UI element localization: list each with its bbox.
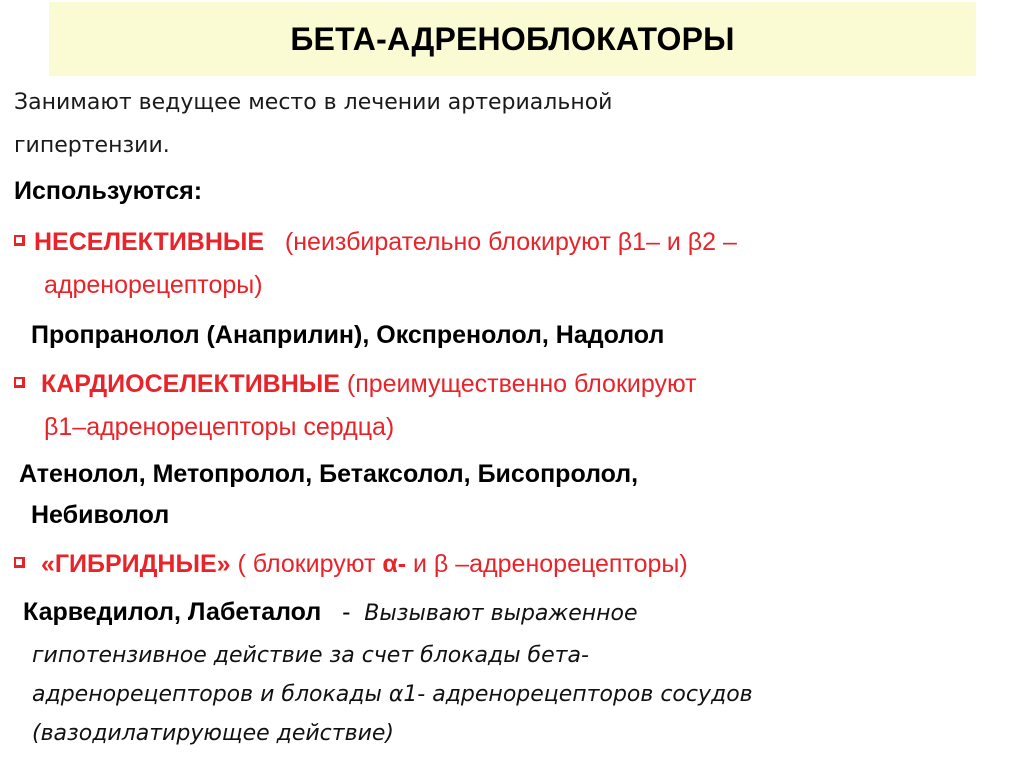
group-description-cont: адренорецепторы) — [44, 271, 263, 299]
group-description: (неизбирательно блокируют β1– и β2 – — [284, 228, 737, 256]
checkbox-bullet-icon — [14, 235, 25, 246]
group-drugs-line — [23, 597, 638, 629]
checkbox-bullet-icon — [14, 377, 25, 388]
group-nonselective-heading — [34, 227, 737, 257]
intro-line-2: гипертензии. — [14, 133, 170, 158]
group-name: «ГИБРИДНЫЕ» — [40, 550, 231, 578]
group-drugs-cont: Небиволол — [31, 501, 170, 529]
group-drugs: Атенолол, Метопролол, Бетаксолол, Бисопролол, — [19, 460, 639, 488]
group-cardioselective-heading — [34, 369, 697, 399]
group-name: НЕСЕЛЕКТИВНЫЕ — [34, 228, 265, 256]
group-hybrid-heading — [34, 549, 688, 579]
group-name: КАРДИОСЕЛЕКТИВНЫЕ — [40, 370, 340, 398]
group-description-cont: β1–адренорецепторы сердца) — [44, 413, 395, 441]
group-note-cont: гипотензивное действие за счет блокады бета- — [32, 643, 589, 668]
group-drugs: Карведилол, Лабеталол — [23, 598, 322, 626]
group-description-rest: и β –адренорецепторы) — [413, 550, 688, 578]
intro-line-1: Занимают ведущее место в лечении артериальной — [14, 90, 613, 115]
group-description: (преимущественно блокируют — [346, 370, 697, 398]
alpha-symbol: α- — [382, 550, 407, 578]
dash: - — [342, 598, 351, 626]
used-label: Используются: — [14, 177, 203, 205]
group-note: Вызывают выраженное — [364, 601, 638, 626]
group-note-cont: адренорецепторов и блокады α1- адренорецепторов сосудов — [32, 682, 753, 707]
page-title: БЕТА-АДРЕНОБЛОКАТОРЫ — [290, 20, 735, 57]
group-description-open: ( блокируют — [237, 550, 376, 578]
group-drugs: Пропранолол (Анаприлин), Окспренолол, Надолол — [31, 321, 665, 349]
title-bar — [49, 2, 976, 76]
group-note-cont: (вазодилатирующее действие) — [32, 721, 394, 746]
checkbox-bullet-icon — [14, 557, 25, 568]
